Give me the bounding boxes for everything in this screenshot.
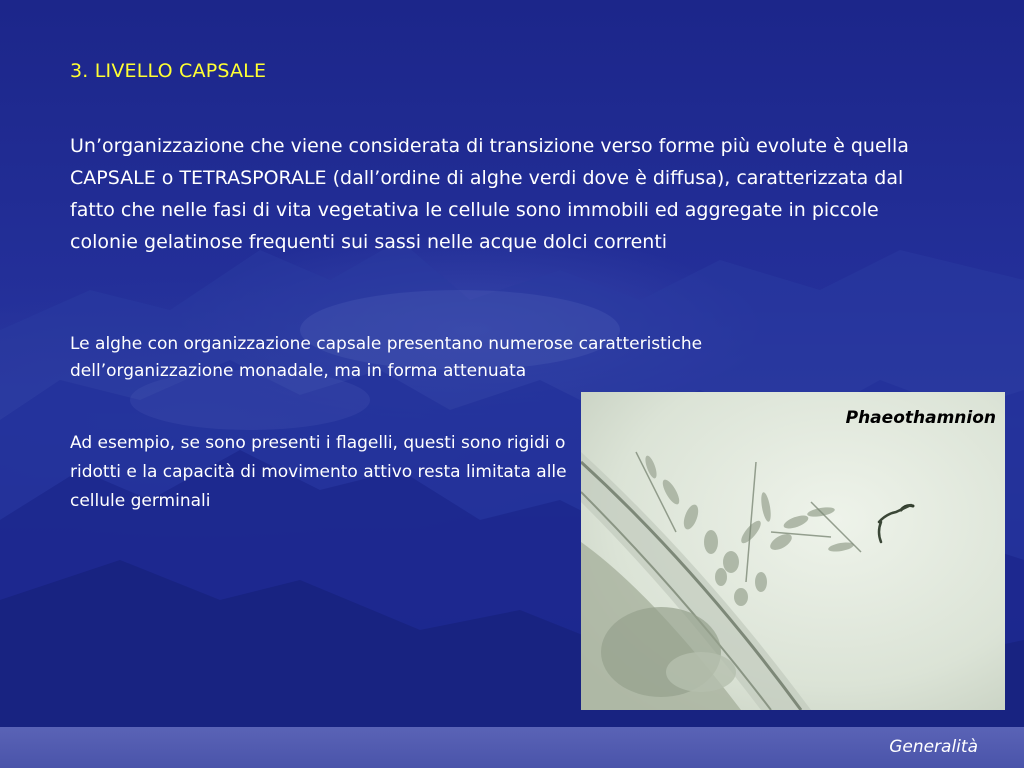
third-paragraph: Ad esempio, se sono presenti i flagelli, questi sono rigidi o ridotti e la capacità di movimento attivo resta limitata alle cellule germinali bbox=[70, 433, 567, 511]
figure-caption: Phaeothamnion bbox=[845, 408, 996, 428]
second-paragraph: Le alghe con organizzazione capsale presentano numerose caratteristiche dell’organizzazione monadale, ma in forma attenuata bbox=[70, 334, 703, 381]
footer-bar bbox=[0, 727, 1024, 768]
slide-title: 3. LIVELLO CAPSALE bbox=[70, 60, 267, 82]
micrograph-image bbox=[581, 392, 1005, 710]
footer-section-label: Generalità bbox=[889, 737, 978, 757]
intro-paragraph: Un’organizzazione che viene considerata di transizione verso forme più evolute è quella CAPSALE o TETRASPORALE (dall’ordine di alghe verdi dove è diffusa), caratterizzata dal fatto che nelle fasi di vita vegetativa le cellule sono immobili ed aggregate in piccole colonie gelatinose frequenti sui sassi nelle acque dolci correnti bbox=[70, 135, 909, 253]
micrograph-figure bbox=[581, 392, 1005, 710]
